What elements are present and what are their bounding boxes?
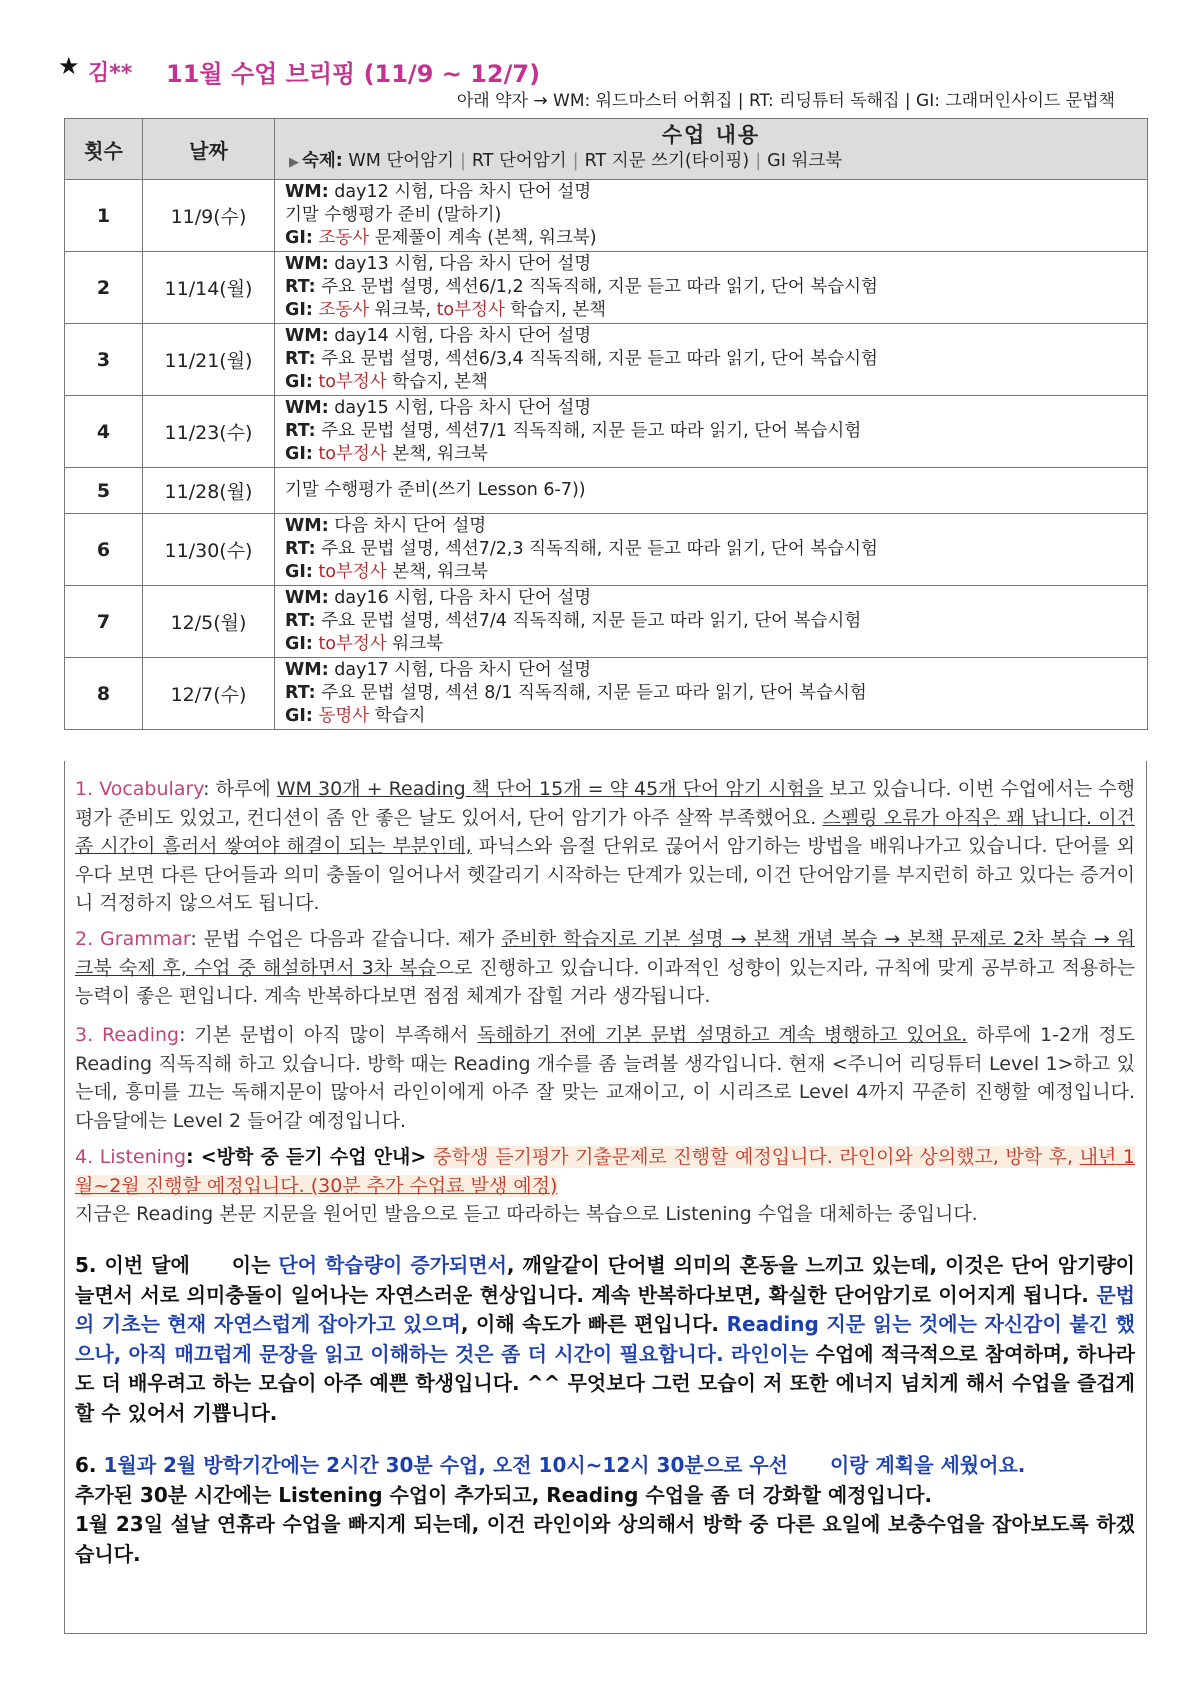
divider: | — [459, 151, 466, 171]
abbreviation-legend: 아래 약자 → WM: 워드마스터 어휘집 | RT: 리딩튜터 독해집 | GI: 그래머인사이드 문법책 — [456, 91, 1115, 111]
grammar-topic: 조동사 — [312, 228, 370, 248]
session-date: 11/23(수) — [143, 396, 275, 468]
table-row — [65, 514, 1148, 586]
report-box — [64, 761, 1147, 1634]
session-number: 8 — [65, 658, 143, 730]
blue-text: 문법의 기초는 현재 자연스럽게 잡아가고 있으며 — [75, 1282, 1135, 1336]
rt-text: 주요 문법 설명, 섹션6/1,2 직독직해, 지문 듣고 따라 읽기, 단어 복습시험 — [315, 277, 878, 297]
gi-tag: GI: — [285, 562, 313, 582]
rt-tag: RT: — [285, 539, 316, 559]
blue-text: 이랑 계획을 세웠어요. — [829, 1453, 1026, 1477]
highlighted-text: 중학생 듣기평가 기출문제로 진행할 예정입니다. 라인이와 상의했고, 방학 후, — [433, 1146, 1080, 1168]
rt-tag: RT: — [285, 349, 316, 369]
gi-text: 문제풀이 계속 (본책, 워크북) — [369, 228, 597, 248]
wm-text: day12 시험, 다음 차시 단어 설명 — [328, 182, 592, 202]
wm-text: day14 시험, 다음 차시 단어 설명 — [328, 326, 592, 346]
session-content — [275, 514, 1148, 586]
paragraph-text: 6. — [75, 1453, 104, 1477]
page-title: 11월 수업 브리핑 (11/9 ~ 12/7) — [166, 60, 541, 88]
paragraph-text: 5. 이번 달에 — [75, 1253, 190, 1277]
section-title: 3. Reading — [75, 1024, 180, 1046]
gi-tag: GI: — [285, 300, 313, 320]
schedule-table — [64, 118, 1148, 730]
paragraph-text: : <방학 중 듣기 수업 안내> — [186, 1146, 434, 1168]
section-title: 2. Grammar — [75, 928, 191, 950]
star-icon: ★ — [58, 52, 80, 80]
paragraph-text: 수업에 적극적으로 참여하며, 하나라도 더 배우려고 하는 모습이 아주 예쁜 학생입니다. ^^ 무엇보다 그런 모습이 저 또한 에너지 넘치게 해서 수업을 즐겁게 할 수 있어서 기쁩니다. — [75, 1341, 1135, 1425]
divider: | — [572, 151, 579, 171]
underlined-text: WM 30개 + Reading 책 단어 15개 = 약 45개 단어 암기 시험을 — [276, 778, 824, 800]
paragraph-text: 보고 있습니다. 이번 수업에서는 수행평가 준비도 있었고, 컨디션이 좀 안 좋은 날도 있어서, 단어 암기가 아주 살짝 부족했어요. — [75, 778, 1135, 829]
rt-text: 주요 문법 설명, 섹션7/1 직독직해, 지문 듣고 따라 읽기, 단어 복습시험 — [315, 421, 862, 441]
col-date-header: 날짜 — [143, 119, 275, 180]
table-row — [65, 586, 1148, 658]
table-row — [65, 324, 1148, 396]
rt-text: 주요 문법 설명, 섹션 8/1 직독직해, 지문 듣고 따라 읽기, 단어 복습시험 — [315, 683, 867, 703]
student-name: 김** — [88, 61, 133, 86]
session-content — [275, 658, 1148, 730]
col-session-header: 횟수 — [65, 119, 143, 180]
paragraph-text: , 깨알같이 단어별 의미의 혼동을 느끼고 있는데, 이것은 단어 암기량이 늘면서 서로 의미충돌이 일어나는 자연스러운 현상입니다. 계속 반복하다보면, 확실한 단어암기로 이어지게 됩니다. — [75, 1253, 1135, 1307]
rt-text: 주요 문법 설명, 섹션6/3,4 직독직해, 지문 듣고 따라 읽기, 단어 복습시험 — [315, 349, 878, 369]
gi-tag: GI: — [285, 228, 313, 248]
gi-text: 본책, 워크북 — [386, 444, 488, 464]
wm-tag: WM: — [285, 588, 329, 608]
wm-tag: WM: — [285, 326, 329, 346]
session-number: 3 — [65, 324, 143, 396]
homework-item: GI 워크북 — [767, 151, 843, 171]
gi-tag: GI: — [285, 706, 313, 726]
title-row — [58, 52, 1158, 88]
rt-text: 주요 문법 설명, 섹션7/4 직독직해, 지문 듣고 따라 읽기, 단어 복습시험 — [315, 611, 862, 631]
blue-text: 1월과 2월 방학기간에는 2시간 30분 수업, 오전 10시~12시 30분으로 우선 — [103, 1453, 788, 1477]
paragraph-text: 파닉스와 음절 단위로 끊어서 암기하는 방법을 배워나가고 있습니다. 단어를 외우다 보면 다른 단어들과 의미 충돌이 일어나서 헷갈리기 시작하는 단계가 있는데, 이건 단어암기를 부지런히 하고 있다는 증거이니 걱정하지 않으셔도 됩니다. — [75, 835, 1135, 914]
blue-text: Reading 지문 읽는 것에는 자신감이 붙긴 했으나, 아직 매끄럽게 문장을 읽고 이해하는 것은 좀 더 시간이 필요합니다. 라인이는 — [75, 1312, 1135, 1366]
content-text: 기말 수행평가 준비 (말하기) — [285, 205, 502, 225]
section-title: 1. Vocabulary — [75, 778, 204, 800]
gi-text: 본책, 워크북 — [386, 562, 488, 582]
gi-tag: GI: — [285, 634, 313, 654]
session-number: 6 — [65, 514, 143, 586]
session-number: 2 — [65, 252, 143, 324]
paragraph-text: , 이해 속도가 빠른 편입니다. — [460, 1312, 727, 1336]
homework-line — [275, 148, 1147, 176]
underlined-text: 독해하기 전에 기본 문법 설명하고 계속 병행하고 있어요. — [477, 1024, 968, 1046]
paragraph-text: : 문법 수업은 다음과 같습니다. 제가 — [190, 928, 502, 950]
grammar-topic: to부정사 — [312, 372, 387, 392]
paragraph-text: : 하루에 — [203, 778, 277, 800]
vocabulary-section — [75, 775, 1135, 918]
session-date: 12/5(월) — [143, 586, 275, 658]
underlined-text: 준비한 학습지로 기본 설명 → 본책 개념 복습 → 본책 문제로 2차 복습 → 워크북 숙제 후, 수업 중 해설하면서 3차 복습 — [75, 928, 1136, 979]
table-header-row — [65, 119, 1148, 180]
grammar-topic: 조동사 — [312, 300, 370, 320]
session-date: 11/30(수) — [143, 514, 275, 586]
homework-item: RT 단어암기 — [471, 151, 567, 171]
table-row — [65, 658, 1148, 730]
paragraph-text: 1월 23일 설날 연휴라 수업을 빠지게 되는데, 이건 라인이와 상의해서 방학 중 다른 요일에 보충수업을 잡아보도록 하겠습니다. — [75, 1512, 1135, 1566]
col-content-header — [275, 119, 1148, 180]
session-content — [275, 324, 1148, 396]
reading-section — [75, 1021, 1135, 1135]
triangle-right-icon: ▶ — [289, 155, 299, 170]
table-row — [65, 468, 1148, 514]
wm-text: day16 시험, 다음 차시 단어 설명 — [328, 588, 592, 608]
summary-section — [75, 1251, 1135, 1428]
paragraph-text: 이는 — [231, 1253, 279, 1277]
gi-tag: GI: — [285, 372, 313, 392]
wm-text: day15 시험, 다음 차시 단어 설명 — [328, 398, 592, 418]
grammar-topic: to부정사 — [436, 300, 505, 320]
paragraph-text: 지금은 Reading 본문 지문을 원어민 발음으로 듣고 따라하는 복습으로 Listening 수업을 대체하는 중입니다. — [75, 1203, 978, 1225]
grammar-topic: to부정사 — [312, 444, 387, 464]
grammar-topic: 동명사 — [312, 706, 370, 726]
session-content — [275, 396, 1148, 468]
grammar-topic: to부정사 — [312, 634, 387, 654]
session-date: 11/21(월) — [143, 324, 275, 396]
wm-tag: WM: — [285, 182, 329, 202]
gi-text: 워크북, — [369, 300, 437, 320]
grammar-topic: to부정사 — [312, 562, 387, 582]
session-date: 11/14(월) — [143, 252, 275, 324]
paragraph-text: : 기본 문법이 아직 많이 부족해서 — [179, 1024, 478, 1046]
gi-text: 학습지, 본책 — [504, 300, 607, 320]
session-date: 11/28(월) — [143, 468, 275, 514]
section-title: 4. Listening — [75, 1146, 187, 1168]
gi-text: 학습지 — [369, 706, 426, 726]
wm-text: day13 시험, 다음 차시 단어 설명 — [328, 254, 592, 274]
rt-tag: RT: — [285, 277, 316, 297]
homework-item: RT 지문 쓰기(타이핑) — [584, 151, 750, 171]
wm-tag: WM: — [285, 254, 329, 274]
session-number: 1 — [65, 180, 143, 252]
paragraph-text: 추가된 30분 시간에는 Listening 수업이 추가되고, Reading 수업을 좀 더 강화할 예정입니다. — [75, 1482, 933, 1507]
highlighted-text: 내년 1월~2월 진행할 예정입니다. (30분 추가 수업료 발생 예정) — [75, 1146, 1135, 1197]
rt-tag: RT: — [285, 611, 316, 631]
session-number: 5 — [65, 468, 143, 514]
table-row — [65, 396, 1148, 468]
session-number: 4 — [65, 396, 143, 468]
session-date: 11/9(수) — [143, 180, 275, 252]
session-number: 7 — [65, 586, 143, 658]
wm-text: 다음 차시 단어 설명 — [328, 516, 487, 536]
gi-tag: GI: — [285, 444, 313, 464]
blue-text: 단어 학습량이 증가되면서 — [278, 1253, 507, 1277]
paragraph-text: 으로 진행하고 있습니다. 이과적인 성향이 있는지라, 규칙에 맞게 공부하고 적용하는 능력이 좋은 편입니다. 계속 반복하다보면 점점 체계가 잡힐 거라 생각됩니다. — [75, 956, 1135, 1007]
session-date: 12/7(수) — [143, 658, 275, 730]
table-row — [65, 252, 1148, 324]
paragraph-text: 하루에 1-2개 정도 Reading 직독직해 하고 있습니다. 방학 때는 Reading 개수를 좀 늘려볼 생각입니다. 현재 <주니어 리딩튜터 Level 1>하고 있는데, 흥미를 끄는 독해지문이 많아서 라인이에게 아주 잘 맞는 교재이고, 이 시리즈로 Level 4까지 꾸준히 진행할 예정입니다. 다음달에는 Level 2 들어갈 예정입니다. — [75, 1024, 1135, 1132]
session-content — [275, 586, 1148, 658]
grammar-section — [75, 925, 1135, 1011]
wm-tag: WM: — [285, 398, 329, 418]
wm-tag: WM: — [285, 516, 329, 536]
rt-tag: RT: — [285, 421, 316, 441]
rt-text: 주요 문법 설명, 섹션7/2,3 직독직해, 지문 듣고 따라 읽기, 단어 복습시험 — [315, 539, 878, 559]
plan-section — [75, 1451, 1135, 1569]
underlined-text: 스펠링 오류가 아직은 꽤 납니다. 이건 좀 시간이 흘러서 쌓여야 해결이 되는 부분인데, — [75, 806, 1135, 857]
content-header-title: 수업 내용 — [661, 123, 761, 147]
session-content — [275, 468, 1148, 514]
wm-text: day17 시험, 다음 차시 단어 설명 — [328, 660, 592, 680]
session-content — [275, 180, 1148, 252]
rt-tag: RT: — [285, 683, 316, 703]
homework-item: WM 단어암기 — [348, 151, 454, 171]
table-row — [65, 180, 1148, 252]
listening-section — [75, 1143, 1135, 1229]
divider: | — [755, 151, 762, 171]
wm-tag: WM: — [285, 660, 329, 680]
gi-text: 워크북 — [386, 634, 444, 654]
session-content — [275, 252, 1148, 324]
gi-text: 학습지, 본책 — [386, 372, 488, 392]
content-text: 기말 수행평가 준비(쓰기 Lesson 6-7)) — [285, 480, 586, 500]
homework-label: 숙제: — [302, 151, 343, 171]
